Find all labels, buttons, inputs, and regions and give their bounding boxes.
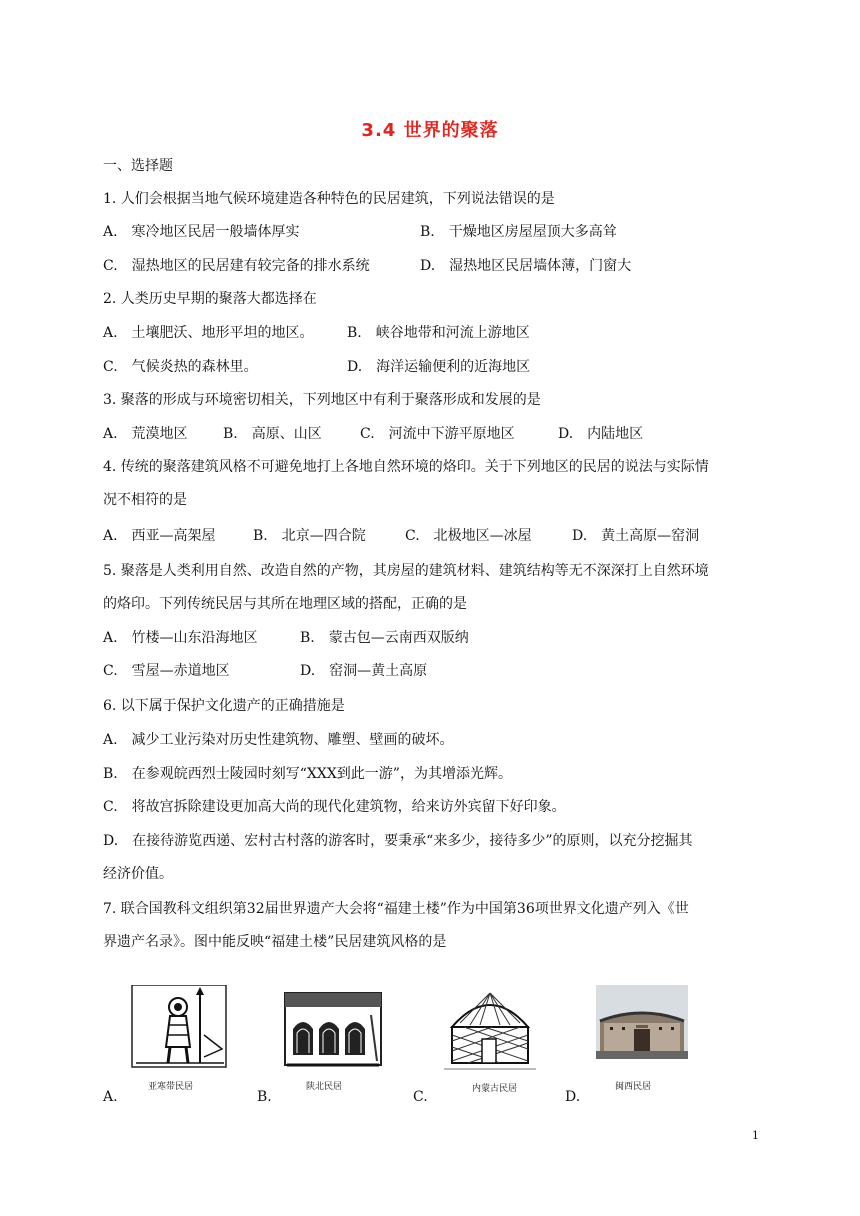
q6-option-b[interactable]: B. 在参观皖西烈士陵园时刻写“XXX到此一游”，为其增添光辉。 [103, 766, 512, 782]
q6-option-d-line1[interactable]: D. 在接待游览西递、宏村古村落的游客时，要秉承“来多少，接待多少”的原则，以充分挖掘其 [103, 833, 693, 849]
q6-option-d-line2: 经济价值。 [103, 866, 173, 882]
yurt-icon [440, 985, 540, 1085]
q5-stem-line1: 5. 聚落是人类利用自然、改造自然的产物，其房屋的建筑材料、建筑结构等无不深深打上自然环境 [103, 563, 709, 579]
figure-c-caption: 内蒙古民居 [472, 1084, 518, 1094]
q5-stem-line2: 的烙印。下列传统民居与其所在地理区域的搭配，正确的是 [103, 596, 467, 612]
q1-stem: 1. 人们会根据当地气候环境建造各种特色的民居建筑，下列说法错误的是 [103, 191, 555, 207]
q3-option-a[interactable]: A. 荒漠地区 [103, 426, 188, 442]
q7-option-a[interactable]: A. [103, 1089, 118, 1105]
q3-option-c[interactable]: C. 河流中下游平原地区 [360, 426, 515, 442]
q3-option-b[interactable]: B. 高原、山区 [223, 426, 322, 442]
figure-a-caption: 亚寒带民居 [148, 1082, 194, 1092]
figure-tulou-photo[interactable] [596, 985, 688, 1085]
q5-option-b[interactable]: B. 蒙古包—云南西双版纳 [300, 630, 469, 646]
person-with-spear-icon [130, 985, 230, 1085]
q3-option-d[interactable]: D. 内陆地区 [558, 426, 644, 442]
q1-option-c[interactable]: C. 湿热地区的民居建有较完备的排水系统 [103, 258, 370, 274]
q7-stem-line1: 7. 联合国教科文组织第32届世界遗产大会将“福建土楼”作为中国第36项世界文化遗产列入《世 [103, 901, 689, 917]
q1-option-d[interactable]: D. 湿热地区民居墙体薄，门窗大 [420, 258, 632, 274]
q1-option-b[interactable]: B. 干燥地区房屋屋顶大多高耸 [420, 224, 617, 240]
section-heading: 一、选择题 [103, 158, 173, 174]
q4-option-d[interactable]: D. 黄土高原—窑洞 [572, 528, 700, 544]
q5-option-a[interactable]: A. 竹楼—山东沿海地区 [103, 630, 258, 646]
figure-d-caption: 闽西民居 [615, 1082, 652, 1092]
tulou-icon [596, 985, 688, 1085]
q2-stem: 2. 人类历史早期的聚落大都选择在 [103, 291, 317, 307]
figure-subarctic-dwelling[interactable] [130, 985, 230, 1085]
page-title: 3.4 世界的聚落 [361, 120, 499, 141]
figure-b-caption: 陕北民居 [306, 1082, 343, 1092]
q6-option-c[interactable]: C. 将故宫拆除建设更加高大尚的现代化建筑物，给来访外宾留下好印象。 [103, 799, 566, 815]
q2-option-a[interactable]: A. 土壤肥沃、地形平坦的地区。 [103, 325, 314, 341]
q7-option-c[interactable]: C. [413, 1089, 428, 1105]
q7-stem-line2: 界遗产名录》。图中能反映“福建土楼”民居建筑风格的是 [103, 934, 447, 950]
q2-option-d[interactable]: D. 海洋运输便利的近海地区 [347, 359, 531, 375]
q5-option-c[interactable]: C. 雪屋—赤道地区 [103, 663, 230, 679]
q4-stem-line1: 4. 传统的聚落建筑风格不可避免地打上各地自然环境的烙印。关于下列地区的民居的说法与实际情 [103, 459, 709, 475]
q6-option-a[interactable]: A. 减少工业污染对历史性建筑物、雕塑、壁画的破坏。 [103, 732, 454, 748]
q7-option-b[interactable]: B. [257, 1089, 272, 1105]
q4-option-a[interactable]: A. 西亚—高架屋 [103, 528, 216, 544]
q4-option-c[interactable]: C. 北极地区—冰屋 [405, 528, 532, 544]
q7-option-d[interactable]: D. [565, 1089, 581, 1105]
figure-cave-dwelling[interactable] [283, 985, 383, 1085]
q1-option-a[interactable]: A. 寒冷地区民居一般墙体厚实 [103, 224, 300, 240]
q5-option-d[interactable]: D. 窑洞—黄土高原 [300, 663, 428, 679]
figure-yurt[interactable] [440, 985, 540, 1085]
q4-option-b[interactable]: B. 北京—四合院 [253, 528, 366, 544]
q6-stem: 6. 以下属于保护文化遗产的正确措施是 [103, 698, 345, 714]
page-number: 1 [752, 1129, 759, 1142]
q2-option-b[interactable]: B. 峡谷地带和河流上游地区 [347, 325, 530, 341]
q3-stem: 3. 聚落的形成与环境密切相关，下列地区中有利于聚落形成和发展的是 [103, 392, 541, 408]
q4-stem-line2: 况不相符的是 [103, 492, 187, 508]
q2-option-c[interactable]: C. 气候炎热的森林里。 [103, 359, 258, 375]
cave-dwelling-icon [283, 985, 383, 1085]
